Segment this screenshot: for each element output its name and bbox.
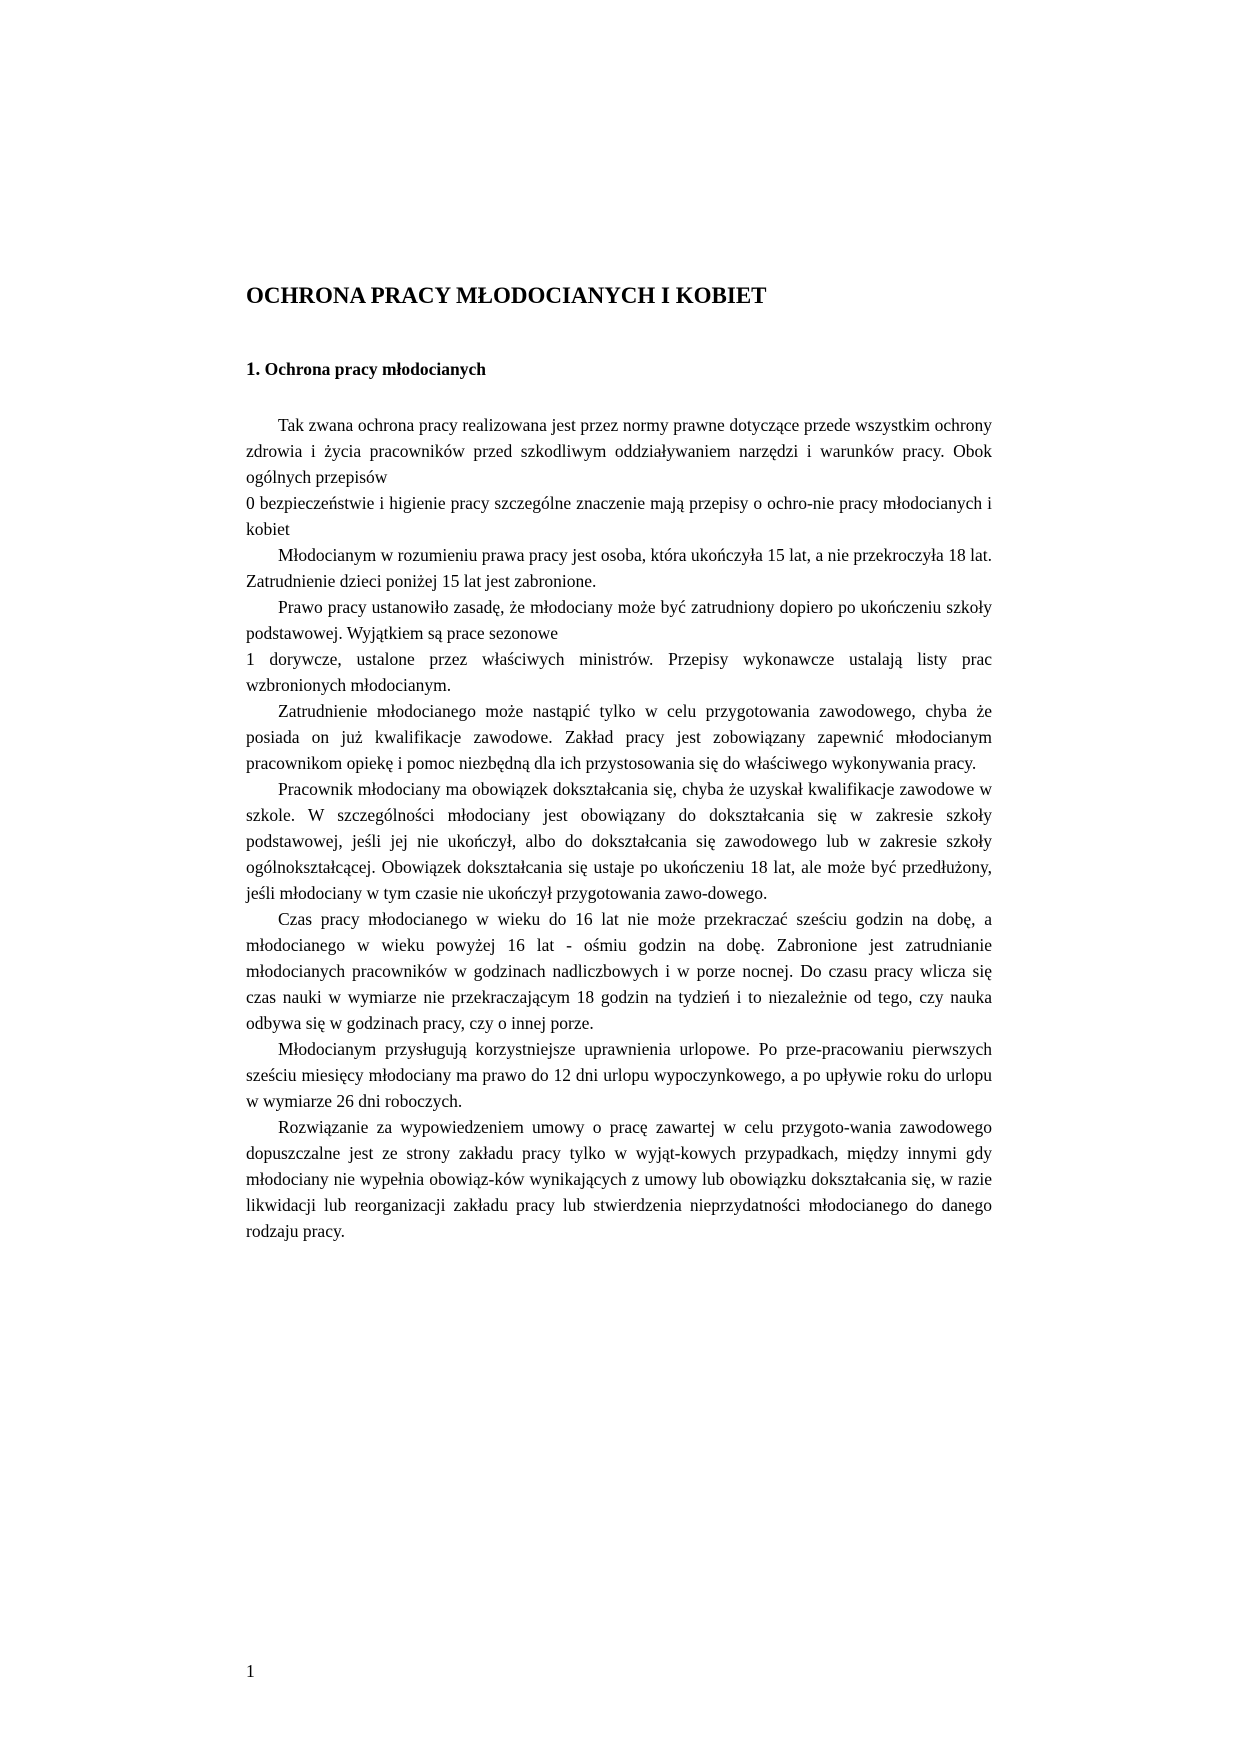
section-heading: [246, 357, 486, 382]
paragraph-5: 1 dorywcze, ustalone przez właściwych ministrów. Przepisy wykonawcze ustalają listy prac wzbronionych młodocianym.: [246, 649, 992, 695]
section-number: 1.: [246, 359, 261, 380]
paragraph-9: Młodocianym przysługują korzystniejsze uprawnienia urlopowe. Po prze-pracowaniu pierwszych sześciu miesięcy młodociany ma prawo do 12 dni urlopu wypoczynkowego, a po upływie roku do urlopu w wymiarze 26 dni roboczych.: [246, 1039, 992, 1111]
paragraph-6: Zatrudnienie młodocianego może nastąpić tylko w celu przygotowania zawodowego, chyba że posiada on już kwalifikacje zawodowe. Zakład pracy jest zobowiązany zapewnić młodocianym pracownikom opiekę i pomoc niezbędną dla ich przystosowania się do właściwego wykonywania pracy.: [246, 701, 992, 773]
body-text: [246, 412, 992, 1244]
document-title: OCHRONA PRACY MŁODOCIANYCH I KOBIET: [246, 283, 767, 308]
paragraph-2: 0 bezpieczeństwie i higienie pracy szczególne znaczenie mają przepisy o ochro-nie pracy młodocianych i kobiet: [246, 493, 992, 539]
page-number: 1: [246, 1661, 255, 1681]
paragraph-8: Czas pracy młodocianego w wieku do 16 lat nie może przekraczać sześciu godzin na dobę, a młodocianego w wieku powyżej 16 lat - ośmiu godzin na dobę. Zabronione jest zatrudnianie młodocianych pracowników w godzinach nadliczbowych i w porze nocnej. Do czasu pracy wlicza się czas nauki w wymiarze nie przekraczającym 18 godzin na tydzień i to niezależnie od tego, czy nauka odbywa się w godzinach pracy, czy o innej porze.: [246, 909, 992, 1033]
paragraph-4: Prawo pracy ustanowiło zasadę, że młodociany może być zatrudniony dopiero po ukończeniu szkoły podstawowej. Wyjątkiem są prace sezonowe: [246, 597, 992, 643]
section-title: Ochrona pracy młodocianych: [264, 359, 486, 379]
paragraph-1: Tak zwana ochrona pracy realizowana jest przez normy prawne dotyczące przede wszystkim ochrony zdrowia i życia pracowników przed szkodliwym oddziaływaniem narzędzi i warunków pracy. Obok ogólnych przepisów: [246, 415, 992, 487]
paragraph-3: Młodocianym w rozumieniu prawa pracy jest osoba, która ukończyła 15 lat, a nie przekroczyła 18 lat. Zatrudnienie dzieci poniżej 15 lat jest zabronione.: [246, 545, 992, 591]
paragraph-7: Pracownik młodociany ma obowiązek dokształcania się, chyba że uzyskał kwalifikacje zawodowe w szkole. W szczególności młodociany jest obowiązany do dokształcania się w zakresie szkoły podstawowej, jeśli jej nie ukończył, albo do dokształcania się zawodowego lub w zakresie szkoły ogólnokształcącej. Obowiązek dokształcania się ustaje po ukończeniu 18 lat, ale może być przedłużony, jeśli młodociany w tym czasie nie ukończył przygotowania zawo-dowego.: [246, 779, 992, 903]
paragraph-10: Rozwiązanie za wypowiedzeniem umowy o pracę zawartej w celu przygoto-wania zawodowego dopuszczalne jest ze strony zakładu pracy tylko w wyjąt-kowych przypadkach, między innymi gdy młodociany nie wypełnia obowiąz-ków wynikających z umowy lub obowiązku dokształcania się, w razie likwidacji lub reorganizacji zakładu pracy lub stwierdzenia nieprzydatności młodocianego do danego rodzaju pracy.: [246, 1117, 992, 1241]
